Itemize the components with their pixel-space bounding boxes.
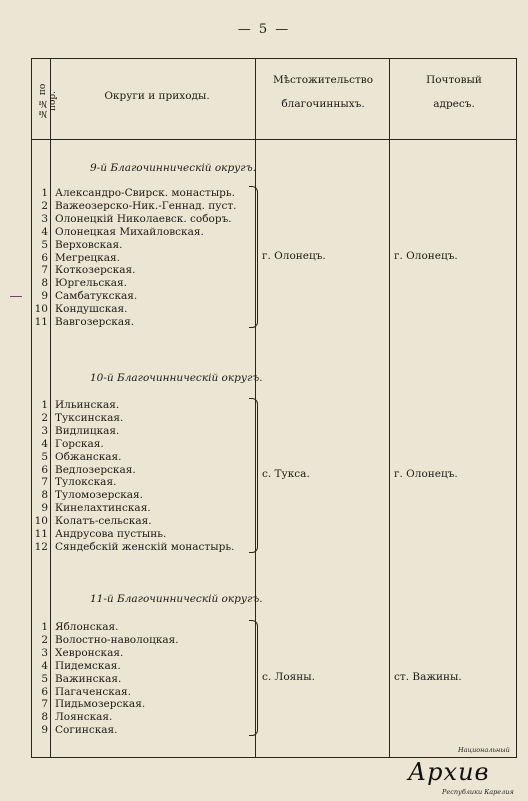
parish-name: Ильинская. — [55, 399, 120, 411]
dean-residence: г. Олонецъ. — [262, 249, 326, 262]
parish-number: 7 — [41, 264, 48, 277]
district-title: 11-й Благочинническій округъ. — [90, 593, 263, 605]
parish-number: 2 — [41, 199, 48, 212]
header-residence-line-1: Мѣстожительство — [272, 74, 374, 86]
parish-name: Пидемская. — [55, 659, 121, 672]
parish-number: 3 — [41, 212, 48, 225]
postal-address: ст. Важины. — [394, 671, 462, 684]
parish-name: Туломозерская. — [55, 489, 143, 502]
group-brace — [249, 186, 258, 328]
parish-name: Олонецкій Николаевск. соборъ. — [55, 212, 232, 225]
parish-number: 5 — [41, 672, 48, 685]
postal-address: г. Олонецъ. — [394, 249, 458, 262]
parish-number: 6 — [41, 463, 48, 476]
stamp-top-line: Национальный — [458, 746, 510, 754]
column-divider — [389, 59, 390, 757]
parish-name: Обжанская. — [55, 450, 122, 463]
parish-number: 1 — [41, 621, 48, 633]
dean-residence: с. Лояны. — [262, 671, 315, 684]
header-names-column: Округи и приходы. — [104, 90, 210, 102]
parish-name: Олонецкая Михайловская. — [55, 225, 204, 238]
parish-name: Ведлозерская. — [55, 463, 136, 476]
parish-name: Колатъ-сельская. — [55, 515, 152, 528]
parish-name: Коткозерская. — [55, 264, 136, 277]
parish-name: Мегрецкая. — [55, 251, 120, 264]
parish-number: 3 — [41, 646, 48, 659]
parish-name: Видлицкая. — [55, 424, 120, 437]
parish-name: Верховская. — [55, 238, 123, 251]
header-divider — [32, 139, 516, 140]
parish-name: Кинелахтинская. — [55, 502, 151, 515]
parish-number: 8 — [41, 277, 48, 290]
parish-number: 1 — [41, 399, 48, 411]
header-number-column: №№ по пор. — [38, 83, 58, 119]
group-brace — [249, 398, 258, 553]
parish-number: 4 — [41, 225, 48, 238]
header-postal-line-2: адресъ. — [433, 98, 475, 110]
parish-number: 9 — [41, 724, 48, 737]
parish-number: 6 — [41, 251, 48, 264]
parish-name: Хевронская. — [55, 646, 124, 659]
group-brace — [249, 620, 258, 736]
parish-number: 2 — [41, 633, 48, 646]
parish-name: Важеозерско-Ник.-Геннад. пуст. — [55, 199, 237, 212]
parish-name: Волостно-наволоцкая. — [55, 633, 179, 646]
parish-name: Пидьмозерская. — [55, 698, 146, 711]
archive-stamp — [398, 744, 524, 798]
parish-number: 10 — [34, 303, 48, 316]
parish-number: 5 — [41, 450, 48, 463]
header-postal-line-1: Почтовый — [426, 74, 482, 86]
parish-name: Вавгозерская. — [55, 316, 135, 328]
column-divider — [50, 59, 51, 757]
parish-name: Кондушская. — [55, 303, 128, 316]
postal-address: г. Олонецъ. — [394, 468, 458, 481]
parish-number: 9 — [41, 502, 48, 515]
margin-pencil-mark — [10, 296, 22, 297]
parish-number: 2 — [41, 411, 48, 424]
parish-number: 7 — [41, 476, 48, 489]
parish-name: Юргельская. — [55, 277, 128, 290]
parish-number: 7 — [41, 698, 48, 711]
parish-name: Яблонская. — [55, 621, 119, 633]
parish-number: 8 — [41, 711, 48, 724]
stamp-bottom-line: Республики Карелия — [442, 788, 514, 796]
stamp-logo: Архив — [408, 758, 490, 786]
parish-name: Согинская. — [55, 724, 118, 737]
parish-name: Лоянская. — [55, 711, 113, 724]
parish-name: Важинская. — [55, 672, 122, 685]
parish-number: 8 — [41, 489, 48, 502]
parish-name: Александро-Свирск. монастырь. — [55, 187, 235, 199]
parish-number: 11 — [34, 528, 48, 540]
page-number: — 5 — — [237, 22, 291, 37]
parish-name: Андрусова пустынь. — [55, 528, 167, 540]
parish-name: Тулокская. — [55, 476, 117, 489]
parish-number: 10 — [34, 515, 48, 528]
parish-number: 6 — [41, 685, 48, 698]
parish-number: 5 — [41, 238, 48, 251]
parish-number: 3 — [41, 424, 48, 437]
parish-name: Сяндебскій женскій монастырь. — [55, 540, 235, 553]
parish-number: 4 — [41, 437, 48, 450]
parish-number: 11 — [34, 316, 48, 328]
header-residence-line-2: благочинныхъ. — [281, 98, 365, 110]
parish-name: Самбатукская. — [55, 290, 138, 303]
parish-name: Пагаченская. — [55, 685, 131, 698]
parish-number: 4 — [41, 659, 48, 672]
parish-name: Туксинская. — [55, 411, 124, 424]
parish-number: 9 — [41, 290, 48, 303]
parish-name: Горская. — [55, 437, 104, 450]
dean-residence: с. Тукса. — [262, 468, 310, 481]
parish-number: 12 — [34, 540, 48, 553]
district-title: 9-й Благочинническій округъ. — [90, 162, 256, 174]
parish-number: 1 — [41, 187, 48, 199]
district-title: 10-й Благочинническій округъ. — [90, 372, 263, 384]
